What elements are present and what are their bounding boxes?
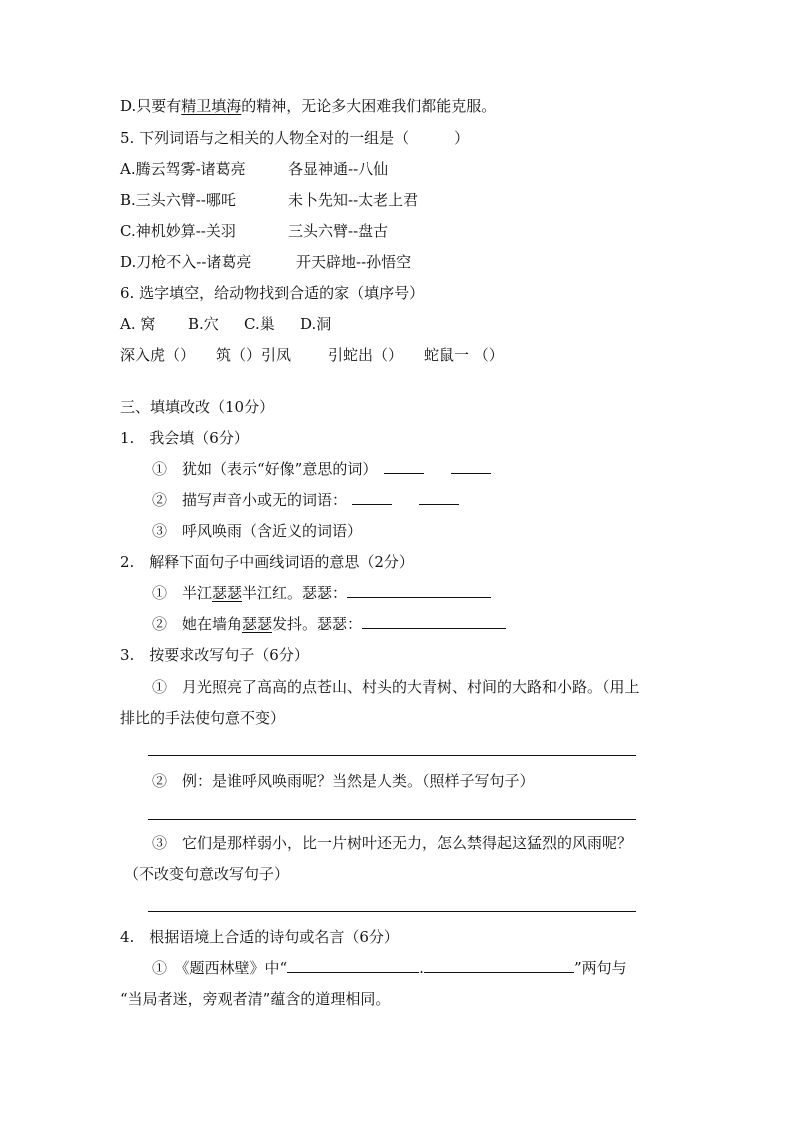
s3-q2-title: 2. 解释下面句子中画线词语的意思（2分）: [120, 553, 414, 571]
q5-option-c-left: C.神机妙算--关羽: [120, 222, 236, 240]
q6-option-a: A. 窝: [120, 315, 156, 333]
q5-title: 5. 下列词语与之相关的人物全对的一组是（ ）: [120, 129, 470, 147]
s3-q3-item2-answer-line[interactable]: [148, 819, 636, 820]
q4-option-d-underlined: 精卫填海: [181, 97, 242, 115]
s3-q4-item1-line2: “当局者迷，旁观者清”蕴含的道理相同。: [120, 990, 391, 1008]
s3-q1-item1-blank-b[interactable]: [451, 459, 491, 474]
s3-q4-item1-suffix: ”两句与: [573, 959, 627, 977]
s3-q1-item2-blank-a[interactable]: [352, 490, 392, 505]
section3-title: 三、填填改改（10分）: [120, 398, 275, 416]
s3-q4-item1-prefix: ① 《题西林壁》中“: [152, 959, 288, 977]
s3-q1-title: 1. 我会填（6分）: [120, 429, 249, 447]
s3-q2-item1-blank[interactable]: [347, 583, 491, 598]
s3-q1-item1-blank-a[interactable]: [384, 459, 424, 474]
q5-option-a-left: A.腾云驾雾-诸葛亮: [120, 160, 246, 178]
q6-blank-2: 筑（）引凤: [216, 346, 292, 364]
s3-q2-item2-blank[interactable]: [362, 614, 506, 629]
s3-q4-item1-blank-a[interactable]: [287, 958, 419, 973]
s3-q3-item3-answer-line[interactable]: [148, 911, 636, 912]
s3-q3-item2: ② 例：是谁呼风唤雨呢？当然是人类。（照样子写句子）: [152, 772, 535, 790]
q4-option-d: [120, 96, 496, 116]
s3-q2-item2-underlined: 瑟瑟: [242, 615, 273, 633]
s3-q1-item3: ③ 呼风唤雨（含近义的词语）: [152, 522, 363, 540]
s3-q3-item3-line2: （不改变句意改写句子）: [124, 865, 290, 883]
s3-q2-item1-prefix: ① 半江: [152, 584, 213, 602]
q6-blank-4: 蛇鼠一 （）: [424, 346, 504, 364]
q4-option-d-prefix: D.只要有: [120, 97, 182, 115]
s3-q4-item1-blank-b[interactable]: [424, 958, 574, 973]
q5-option-c-right: 三头六臂--盘古: [288, 222, 389, 240]
s3-q4-title: 4. 根据语境上合适的诗句或名言（6分）: [120, 928, 399, 946]
s3-q3-item1-answer-line[interactable]: [148, 755, 636, 756]
q5-option-b-left: B.三头六臂--哪吒: [120, 191, 236, 209]
q6-option-d: D.洞: [300, 315, 332, 333]
q6-option-c: C.巢: [244, 315, 275, 333]
s3-q3-title: 3. 按要求改写句子（6分）: [120, 646, 309, 664]
q4-option-d-suffix: 的精神，无论多大困难我们都能克服。: [241, 97, 497, 115]
q6-blank-3: 引蛇出（）: [328, 346, 404, 364]
s3-q1-item2: [152, 490, 459, 510]
s3-q2-item1-suffix: 半江红。瑟瑟：: [242, 584, 348, 602]
s3-q2-item1: [152, 583, 491, 603]
s3-q2-item1-underlined: 瑟瑟: [212, 584, 243, 602]
q6-option-b: B.穴: [188, 315, 219, 333]
s3-q4-item1-sep: .: [419, 959, 424, 977]
q5-option-b-right: 未卜先知--太老上君: [288, 191, 419, 209]
s3-q1-item1-text: ① 犹如（表示“好像”意思的词）: [152, 460, 378, 478]
s3-q3-item1-line2: 排比的手法使句意不变）: [120, 709, 286, 727]
q6-blank-1: 深入虎（）: [120, 346, 196, 364]
s3-q2-item2-prefix: ② 她在墙角: [152, 615, 243, 633]
s3-q3-item3-line1: ③ 它们是那样弱小，比一片树叶还无力，怎么禁得起这猛烈的风雨呢？: [152, 834, 633, 852]
s3-q1-item2-blank-b[interactable]: [419, 490, 459, 505]
s3-q3-item1-line1: ① 月光照亮了高高的点苍山、村头的大青树、村间的大路和小路。（用上: [152, 678, 640, 696]
q5-option-d-right: 开天辟地--孙悟空: [296, 253, 412, 271]
q5-option-a-right: 各显神通--八仙: [288, 160, 389, 178]
q5-option-d-left: D.刀枪不入--诸葛亮: [120, 253, 252, 271]
s3-q2-item2: [152, 614, 506, 634]
s3-q1-item1: [152, 459, 491, 479]
s3-q4-item1-line1: [152, 958, 627, 978]
q6-title: 6. 选字填空，给动物找到合适的家（填序号）: [120, 284, 425, 302]
s3-q1-item2-text: ② 描写声音小或无的词语：: [152, 491, 348, 509]
s3-q2-item2-suffix: 发抖。瑟瑟：: [272, 615, 363, 633]
